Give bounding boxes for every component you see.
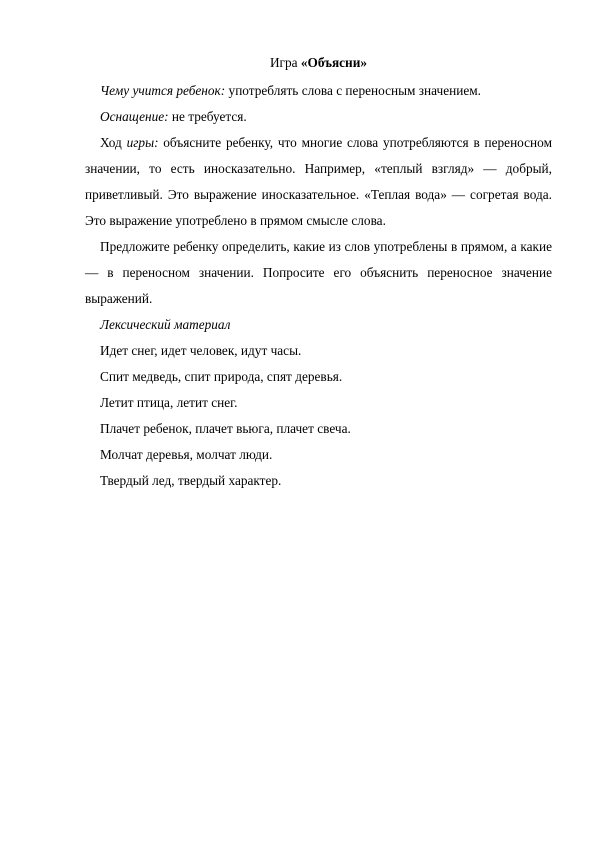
course-word: Ход [100, 135, 127, 150]
course-label: игры: [126, 135, 159, 150]
goal-text: употреблять слова с переносным значением. [225, 83, 481, 98]
lexical-item: Плачет ребенок, плачет вьюга, плачет свеча. [100, 421, 351, 436]
lexical-item: Твердый лед, твердый характер. [100, 473, 282, 488]
title-game-name: «Объясни» [300, 55, 368, 70]
goal-label: Чему учится ребенок: [100, 83, 226, 98]
equipment-text: не требуется. [168, 109, 247, 124]
title-prefix: Игра [269, 55, 301, 70]
task-paragraph: Предложите ребенку определить, какие из слов употреблены в прямом, а какие — в переносном значении. Попросите его объяснить переносное значение выражений. [85, 239, 552, 306]
lexical-item: Летит птица, летит снег. [100, 395, 238, 410]
lexical-item: Идет снег, идет человек, идут часы. [100, 343, 302, 358]
game-title [85, 50, 552, 76]
lexical-heading: Лексический материал [100, 317, 231, 332]
equipment-paragraph [85, 104, 552, 130]
equipment-label: Оснащение: [100, 109, 169, 124]
lexical-item: Спит медведь, спит природа, спят деревья. [100, 369, 343, 384]
lexical-item: Молчат деревья, молчат люди. [100, 447, 273, 462]
course-text: объясните ребенку, что многие слова употребляются в переносном значении, то есть иносказательно. Например, «теплый взгляд» — добрый, приветливый. Это выражение иносказательное. «Теплая вода» — согретая вода. Это выражение употреблено в прямом смысле слова. [85, 135, 552, 228]
document-page [85, 50, 552, 494]
goal-paragraph [85, 78, 552, 104]
course-paragraph [85, 130, 552, 234]
